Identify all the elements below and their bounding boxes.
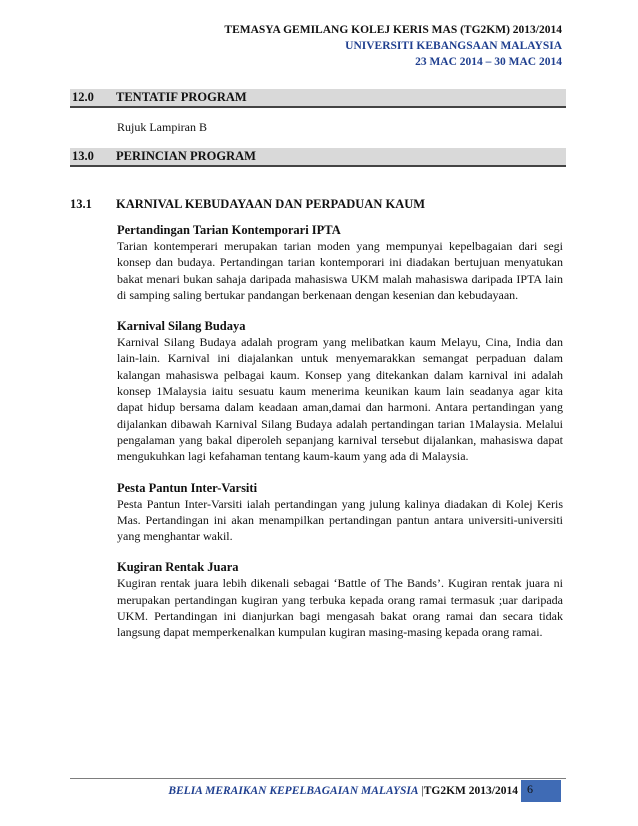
header-event-title: TEMASYA GEMILANG KOLEJ KERIS MAS (TG2KM) 2013/2014 bbox=[224, 24, 562, 36]
page-number: 6 bbox=[527, 782, 533, 796]
section-title: TENTATIF PROGRAM bbox=[116, 90, 247, 104]
footer-separator: | bbox=[421, 785, 424, 797]
section-number: 13.0 bbox=[72, 149, 94, 163]
section-number: 12.0 bbox=[72, 90, 94, 104]
item-heading: Pesta Pantun Inter-Varsiti bbox=[117, 480, 258, 495]
footer-org: TG2KM 2013/2014 bbox=[423, 785, 518, 797]
program-item bbox=[117, 559, 563, 640]
header-dates: 23 MAC 2014 – 30 MAC 2014 bbox=[415, 56, 562, 68]
program-items bbox=[117, 222, 563, 656]
item-text: Pesta Pantun Inter-Varsiti ialah pertandingan yang julung kalinya diadakan di Kolej Keris Mas. Pertandingan ini akan menampilkan pertandingan pantun antara universiti-universiti yang menghantar wakil. bbox=[117, 496, 563, 544]
footer-divider bbox=[70, 778, 566, 779]
header-university: UNIVERSITI KEBANGSAAN MALAYSIA bbox=[345, 40, 562, 52]
item-heading: Karnival Silang Budaya bbox=[117, 319, 246, 334]
section-title: PERINCIAN PROGRAM bbox=[116, 149, 256, 163]
item-text: Karnival Silang Budaya adalah program yang melibatkan kaum Melayu, Cina, India dan lain-lain. Karnival ini diajalankan untuk menyemarakkan semangat perpaduan dalam kalangan mahasiswa pelbagai kaum. Konsep yang ditekankan dalam karnival ini adalah konsep 1Malaysia iaitu sesuatu kaum menerima keunikan kaum lain seadanya agar kita dapat hidup bersama dalam keadaan aman,damai dan harmoni. Antara pertandingan yang dijalankan dibawah Karnival Silang Budaya adalah pertandingan tarian 1Malaysia. Melalui pengalaman yang bakal diperoleh sepanjang karnival tersebut dijalankan, mahasiswa dapat mengukuhkan lagi kefahaman tentang kaum-kaum yang ada di Malaysia. bbox=[117, 335, 563, 464]
page-number-box bbox=[521, 780, 561, 802]
footer-tagline: BELIA MERAIKAN KEPELBAGAIAN MALAYSIA bbox=[168, 785, 419, 797]
section-12-heading bbox=[70, 89, 566, 108]
item-heading: Pertandingan Tarian Kontemporari IPTA bbox=[117, 223, 341, 237]
program-item bbox=[117, 318, 563, 464]
item-heading: Kugiran Rentak Juara bbox=[117, 560, 239, 575]
program-item bbox=[117, 222, 563, 303]
page-header bbox=[224, 22, 562, 70]
footer-text bbox=[168, 783, 518, 799]
section-12-body: Rujuk Lampiran B bbox=[117, 120, 207, 134]
subsection-title: KARNIVAL KEBUDAYAAN DAN PERPADUAN KAUM bbox=[116, 197, 426, 211]
section-13-heading bbox=[70, 148, 566, 167]
program-item bbox=[117, 480, 563, 545]
item-text: Tarian kontemperari merupakan tarian moden yang mempunyai kepelbagaian dari segi konsep dan budaya. Pertandingan tarian kontemporari ini diadakan bertujuan menyatukan bakat menari bukan sahaja daripada mahasiswa UKM malah mahasiswa daripada IPTA lain di samping saling bertukar pandangan berkenaan dengan kesenian dan kebudayaan. bbox=[117, 239, 563, 302]
item-text: Kugiran rentak juara lebih dikenali sebagai ‘Battle of The Bands’. Kugiran rentak juara ni merupakan pertandingan kugiran yang terbuka kepada orang ramai termasuk ;uar daripada UKM. Pertandingan ini dianjurkan bagi mengasah bakat orang ramai dan secara tidak langsung dapat memperkenalkan kumpulan kugiran masing-masing kepada orang ramai. bbox=[117, 576, 563, 640]
subsection-number: 13.1 bbox=[70, 197, 92, 211]
